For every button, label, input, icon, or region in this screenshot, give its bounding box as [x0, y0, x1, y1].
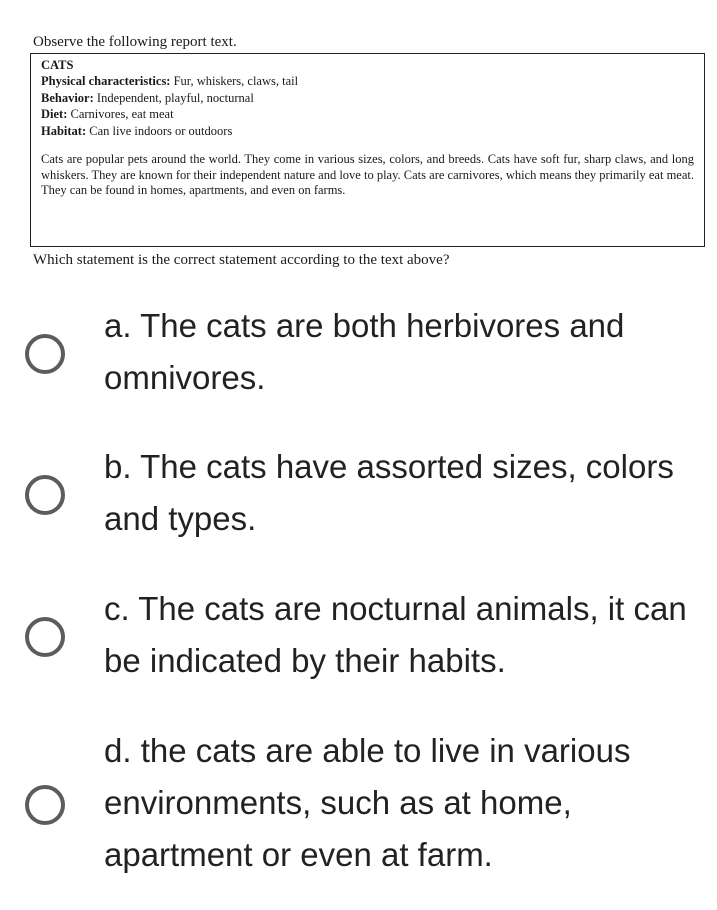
radio-button-b[interactable]	[25, 475, 65, 515]
fact-label: Behavior:	[41, 90, 94, 105]
option-label-d: d. the cats are able to live in various environments, such as at home, apartment or even at farm.	[104, 732, 631, 873]
option-label-b: b. The cats have assorted sizes, colors and types.	[104, 448, 674, 537]
fact-value: Carnivores, eat meat	[70, 107, 174, 121]
option-label-a: a. The cats are both herbivores and omnivores.	[104, 307, 625, 396]
fact-diet	[41, 106, 694, 123]
fact-physical-characteristics	[41, 73, 694, 90]
fact-value: Fur, whiskers, claws, tail	[173, 74, 299, 88]
fact-label: Diet:	[41, 107, 68, 121]
fact-value: Can live indoors or outdoors	[89, 123, 233, 138]
question-text: Which statement is the correct statement according to the text above?	[33, 252, 450, 268]
radio-button-d[interactable]	[25, 785, 65, 825]
report-title: CATS	[41, 58, 74, 72]
report-body-paragraph: Cats are popular pets around the world. They come in various sizes, colors, and breeds. Cats have soft fur, sharp claws, and long whiskers. They are known for their independent nature and love to play. Cats are carnivores, which means they primarily eat meat. They can be found in homes, apartments, and even on farms.	[41, 152, 694, 197]
fact-label: Physical characteristics:	[41, 74, 171, 88]
report-text-box	[30, 53, 705, 247]
fact-behavior	[41, 90, 694, 107]
radio-button-c[interactable]	[25, 617, 65, 657]
radio-button-a[interactable]	[25, 334, 65, 374]
fact-habitat	[41, 123, 694, 140]
fact-label: Habitat:	[41, 123, 87, 138]
instruction-text: Observe the following report text.	[33, 34, 237, 50]
fact-value: Independent, playful, nocturnal	[96, 90, 254, 105]
option-label-c: c. The cats are nocturnal animals, it can be indicated by their habits.	[104, 590, 687, 679]
